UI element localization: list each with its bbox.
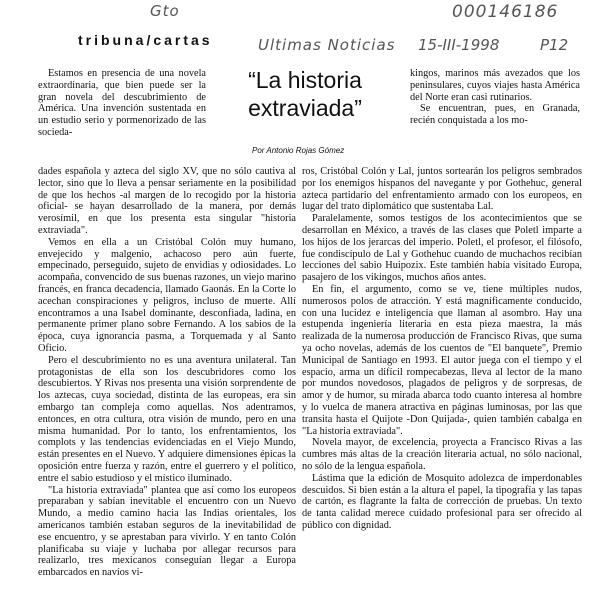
paragraph: Pero el descubrimiento no es una aventura unilateral. Tan protagonistas de ella son los descubridores como los descubiertos. Y Rivas nos presenta una visión sorprendente de los aztecas, cuya sociedad, distinta de las europeas, era sin embargo tan compleja como aquellas. Nos adentramos, entonces, en otra cultura, otra visión de mundo, pero en una misma humanidad. Por lo tanto, los enfrentamientos, los complots y las tendencias evidenciadas en el Viejo Mundo, están presentes en el Nuevo. Y adquiere dimensiones épicas la oposición entre fuerza y razón, entre el guerrero y el político, entre el sabio estudioso y el místico iluminado.	[38, 354, 296, 484]
article-byline: Por Antonio Rojas Gómez	[252, 146, 345, 155]
left-column-upper	[38, 68, 206, 139]
paragraph: "La historia extraviada" plantea que así como los europeos preparaban y sabían inevitable el encuentro con un Nuevo Mundo, a medio camino hacia las Indias orientales, los americanos también estaban seguros de la inevitabilidad de ese encuentro, y se aprestaban para vivirlo. Y en tanto Colón planificaba su viaje y luchaba por allegar recursos para realizarlo, tres mexicanos conseguían llegar a Europa embarcados en navíos vi-	[38, 484, 296, 579]
handwritten-catalog-number: 000146186	[452, 2, 559, 22]
paragraph: Paralelamente, somos testigos de los acontecimientos que se desarrollan en México, a través de las clases que Poletl imparte a los hijos de los jerarcas del imperio. Poletl, el profesor, el filósofo, fue condiscípulo de Lal y Gothehuc cuando de muchachos recibían lecciones del sabio Huipozix. Este también había visitado Europa, pasajero de los vikingos, muchos años antes.	[302, 213, 582, 284]
paragraph: ros, Cristóbal Colón y Lal, juntos sortearán los peligros sembrados por los enemigos hispanos del navegante y por Gothehuc, general azteca partidario del enfrentamiento armado con los europeos, en lugar del trato diplomático que sustentaba Lal.	[302, 166, 582, 213]
paragraph: En fin, el argumento, como se ve, tiene múltiples nudos, numerosos polos de atracción. Y está magníficamente conducido, con una lucidez e inteligencia que llaman al asombro. Hay una estupenda ingeniería literaria en esta pieza maestra, la más realizada de la numerosa producción de Francisco Rivas, que suma ya ocho novelas, además de los cuentos de "El banquete", Premio Municipal de Santiago en 1993. El autor juega con el tiempo y el espacio, arma un difícil rompecabezas, lleva al lector de la mano por mundos novedosos, plagados de peligros y de sorpresas, de amor y de humor, su mirada abarca todo cuanto interesa al hombre y lo vuelca de manera atractiva en páginas luminosas, por las que transita hasta el Quijote -Don Quijada-, quien también cabalga en "La historia extraviada".	[302, 283, 582, 437]
paragraph: Estamos en presencia de una novela extraordinaria, que bien puede ser la gran novela del descubrimiento de América. Una invención sustentada en un estudio serio y pormenorizado de las socieda-	[38, 68, 206, 138]
section-title: tribuna/cartas	[78, 32, 213, 48]
handwritten-mark: Gto	[150, 2, 180, 20]
paragraph: Lástima que la edición de Mosquito adolezca de imperdonables descuidos. Si bien están a la altura el papel, la tipografía y las tapas de cartón, es flagrante la falta de corrección de pruebas. Un texto de tanta calidad merece cuidado profesional para ser ofrecido al público con dignidad.	[302, 472, 582, 531]
paragraph: dades española y azteca del siglo XV, que no sólo cautiva al lector, sino que lo lleva a pensar seriamente en la posibilidad de que los hechos -al margen de lo recogido por la historia oficial- se hayan desarrollado de la manera, por demás verosímil, en que los presenta esta singular "historia extraviada".	[38, 166, 296, 236]
paragraph: Novela mayor, de excelencia, proyecta a Francisco Rivas a las cumbres más altas de la creación literaria actual, no sólo nacional, no sólo de la lengua española.	[302, 437, 582, 472]
handwritten-page: P12	[540, 36, 569, 54]
right-column-lower	[302, 166, 582, 532]
handwritten-publication: Ultimas Noticias	[258, 36, 396, 54]
article-headline: “La historia extraviada”	[248, 67, 362, 121]
paragraph: kingos, marinos más avezados que los peninsulares, cuyos viajes hasta América del Norte eran casi rutinarios.	[410, 68, 580, 103]
right-column-upper	[410, 68, 580, 127]
paragraph: Se encuentran, pues, en Granada, recién conquistada a los mo-	[410, 103, 580, 127]
handwritten-date: 15-III-1998	[418, 36, 500, 54]
paragraph: Vemos en ella a un Cristóbal Colón muy humano, envejecido y malgenio, achacoso pero aún fuerte, empecinado, perseguido, sujeto de envidias y odiosidades. Lo acompaña, convencido de sus buenas razones, un viejo marino francés, en franca decadencia, llamado Gaonás. En la Corte lo acechan conspiraciones y peligros, incluso de muerte. Allí encontramos a una Isabel dominante, desconfiada, ladina, en permanente primer plano sobre Fernando. A los sabios de la época, cuya ignorancia pasma, a Torquemada y al Santo Oficio.	[38, 236, 296, 354]
left-column-lower	[38, 166, 296, 579]
